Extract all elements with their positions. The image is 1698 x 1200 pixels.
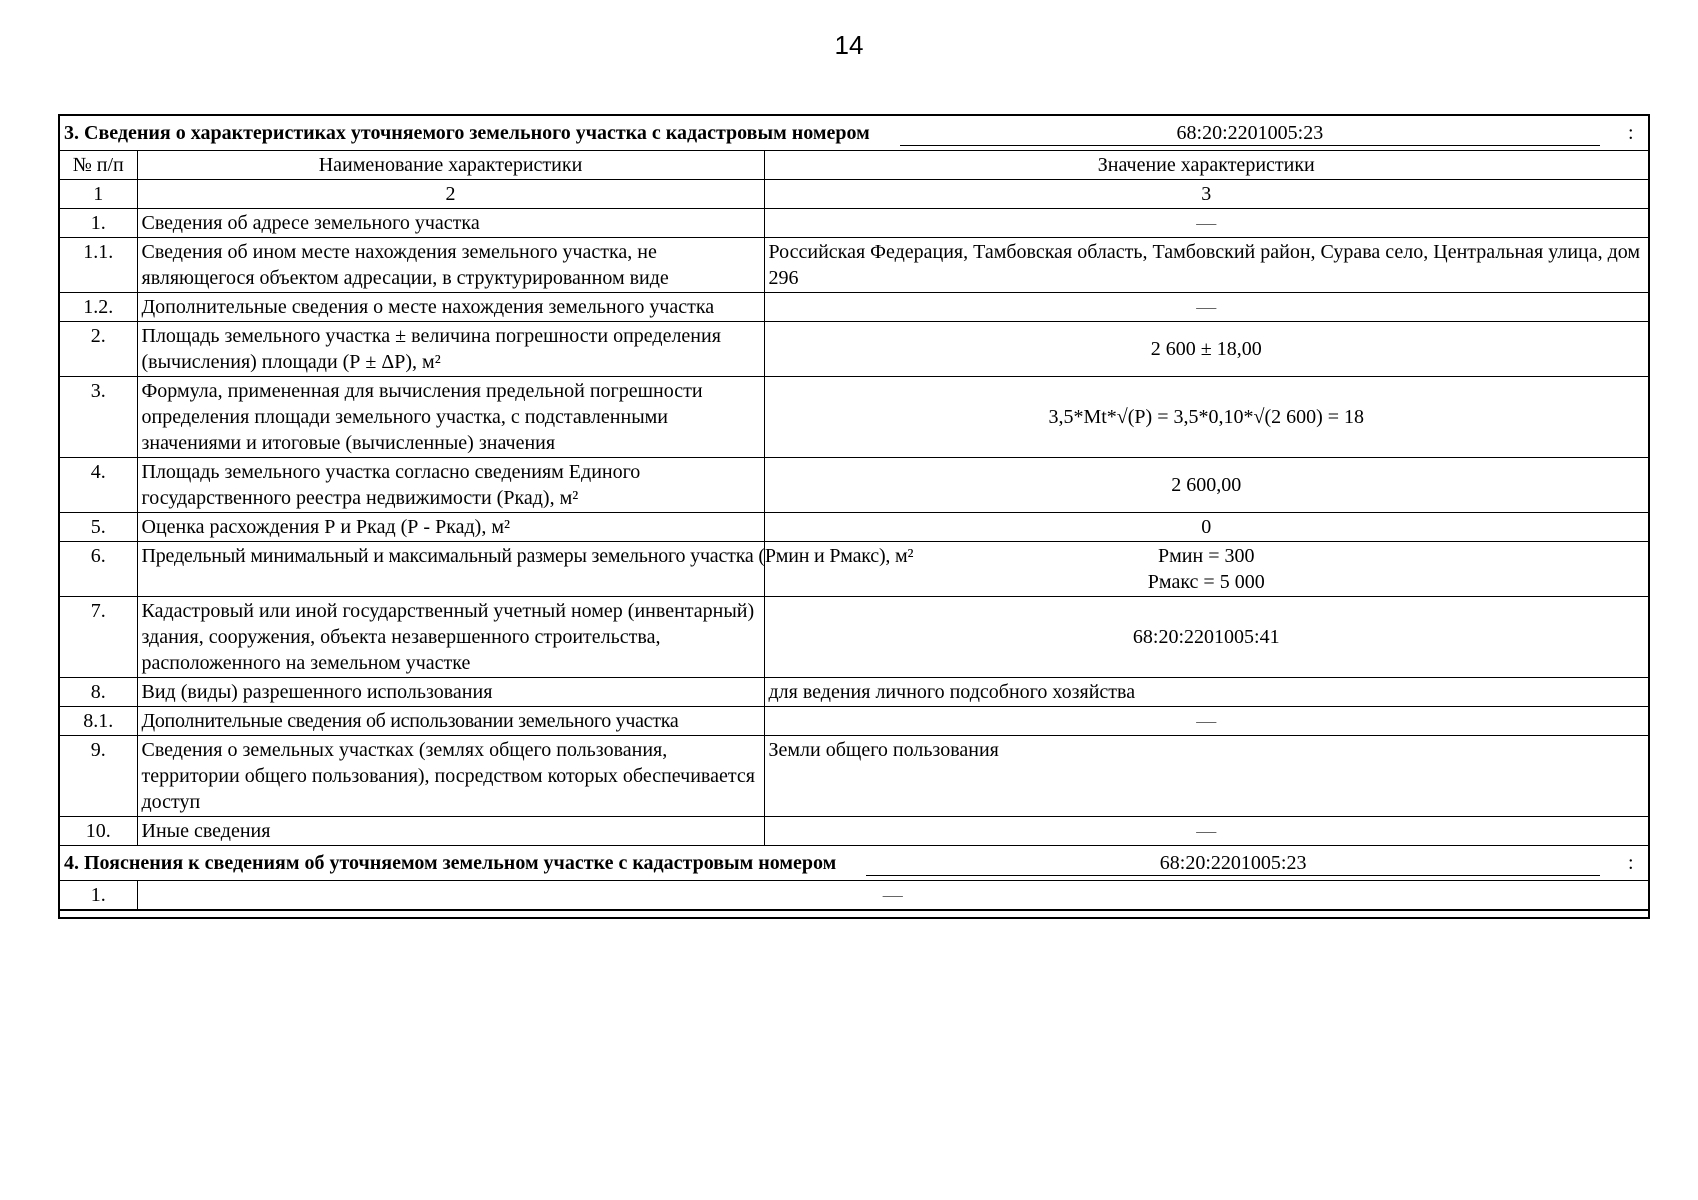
row-value: Российская Федерация, Тамбовская область, Тамбовский район, Сурава село, Центральная улица, дом 296 bbox=[764, 238, 1648, 293]
row-name: Сведения о земельных участках (землях общего пользования, территории общего пользования), посредством которых обеспечивается доступ bbox=[137, 736, 764, 817]
row-num: 8.1. bbox=[60, 707, 137, 736]
row-num: 7. bbox=[60, 597, 137, 678]
row-value: 3,5*Mt*√(P) = 3,5*0,10*√(2 600) = 18 bbox=[764, 377, 1648, 458]
table-row bbox=[60, 707, 1648, 736]
row-name: Предельный минимальный и максимальный размеры земельного участка (Рмин и Рмакс), м² bbox=[137, 542, 764, 597]
table-row bbox=[60, 238, 1648, 293]
row-num: 1. bbox=[60, 881, 137, 910]
row-name: Формула, примененная для вычисления предельной погрешности определения площади земельного участка, с подставленными значениями и итоговые (вычисленные) значения bbox=[137, 377, 764, 458]
table-row bbox=[60, 736, 1648, 817]
row-name: Дополнительные сведения об использовании земельного участка bbox=[137, 707, 764, 736]
row-num: 3. bbox=[60, 377, 137, 458]
table-row bbox=[60, 458, 1648, 513]
row-num: 5. bbox=[60, 513, 137, 542]
section-4-table bbox=[60, 846, 1648, 910]
row-name: Сведения об адресе земельного участка bbox=[137, 209, 764, 238]
section-4-cadastral-number: 68:20:2201005:23 bbox=[866, 851, 1600, 876]
row-value: — bbox=[764, 707, 1648, 736]
table-row bbox=[60, 293, 1648, 322]
row-value-min: Рмин = 300 bbox=[1158, 545, 1255, 567]
table-row bbox=[60, 377, 1648, 458]
section-3-table bbox=[60, 116, 1648, 846]
section-4-colon: : bbox=[1628, 852, 1634, 874]
row-value: — bbox=[764, 817, 1648, 846]
row-value: — bbox=[764, 209, 1648, 238]
row-value: 0 bbox=[764, 513, 1648, 542]
row-value: 68:20:2201005:41 bbox=[764, 597, 1648, 678]
table-row bbox=[60, 542, 1648, 597]
section-3-cadastral-number: 68:20:2201005:23 bbox=[900, 121, 1600, 146]
row-num: 9. bbox=[60, 736, 137, 817]
column-numbers-row bbox=[60, 180, 1648, 209]
page-number: 14 bbox=[834, 30, 864, 60]
table-row bbox=[60, 513, 1648, 542]
row-name: Кадастровый или иной государственный учетный номер (инвентарный) здания, сооружения, объекта незавершенного строительства, расположенного на земельном участке bbox=[137, 597, 764, 678]
section-3-title: 3. Сведения о характеристиках уточняемого земельного участка с кадастровым номером bbox=[64, 122, 870, 144]
table-row bbox=[60, 597, 1648, 678]
section-4-title: 4. Пояснения к сведениям об уточняемом земельном участке с кадастровым номером bbox=[64, 852, 837, 874]
row-num: 1. bbox=[60, 209, 137, 238]
section-3-colon: : bbox=[1628, 122, 1634, 144]
row-num: 2. bbox=[60, 322, 137, 377]
row-value: — bbox=[764, 293, 1648, 322]
cadastral-sheet bbox=[58, 114, 1650, 919]
row-value: 2 600,00 bbox=[764, 458, 1648, 513]
col-number-1: 1 bbox=[60, 180, 137, 209]
table-row bbox=[60, 817, 1648, 846]
row-name: Дополнительные сведения о месте нахождения земельного участка bbox=[137, 293, 764, 322]
header-name: Наименование характеристики bbox=[137, 151, 764, 180]
section-4-header bbox=[60, 846, 1648, 881]
row-num: 4. bbox=[60, 458, 137, 513]
row-num: 10. bbox=[60, 817, 137, 846]
row-value: 2 600 ± 18,00 bbox=[764, 322, 1648, 377]
col-number-3: 3 bbox=[764, 180, 1648, 209]
row-name: Сведения об ином месте нахождения земельного участка, не являющегося объектом адресации, в структурированном виде bbox=[137, 238, 764, 293]
row-name: Площадь земельного участка согласно сведениям Единого государственного реестра недвижимости (Ркад), м² bbox=[137, 458, 764, 513]
row-value-max: Рмакс = 5 000 bbox=[1147, 571, 1265, 593]
table-header-row bbox=[60, 151, 1648, 180]
row-num: 1.1. bbox=[60, 238, 137, 293]
header-num: № п/п bbox=[60, 151, 137, 180]
row-num: 1.2. bbox=[60, 293, 137, 322]
row-name: Вид (виды) разрешенного использования bbox=[137, 678, 764, 707]
row-name: Оценка расхождения Р и Ркад (Р - Ркад), м² bbox=[137, 513, 764, 542]
row-num: 8. bbox=[60, 678, 137, 707]
col-number-2: 2 bbox=[137, 180, 764, 209]
row-value: Земли общего пользования bbox=[764, 736, 1648, 817]
row-value: — bbox=[137, 881, 1648, 910]
row-name: Площадь земельного участка ± величина погрешности определения (вычисления) площади (Р ± ΔР), м² bbox=[137, 322, 764, 377]
row-value: для ведения личного подсобного хозяйства bbox=[764, 678, 1648, 707]
section-3-header bbox=[60, 116, 1648, 151]
row-name: Иные сведения bbox=[137, 817, 764, 846]
table-row bbox=[60, 322, 1648, 377]
bottom-rule bbox=[60, 910, 1648, 917]
row-num: 6. bbox=[60, 542, 137, 597]
table-row bbox=[60, 881, 1648, 910]
table-row bbox=[60, 209, 1648, 238]
table-row bbox=[60, 678, 1648, 707]
header-value: Значение характеристики bbox=[764, 151, 1648, 180]
